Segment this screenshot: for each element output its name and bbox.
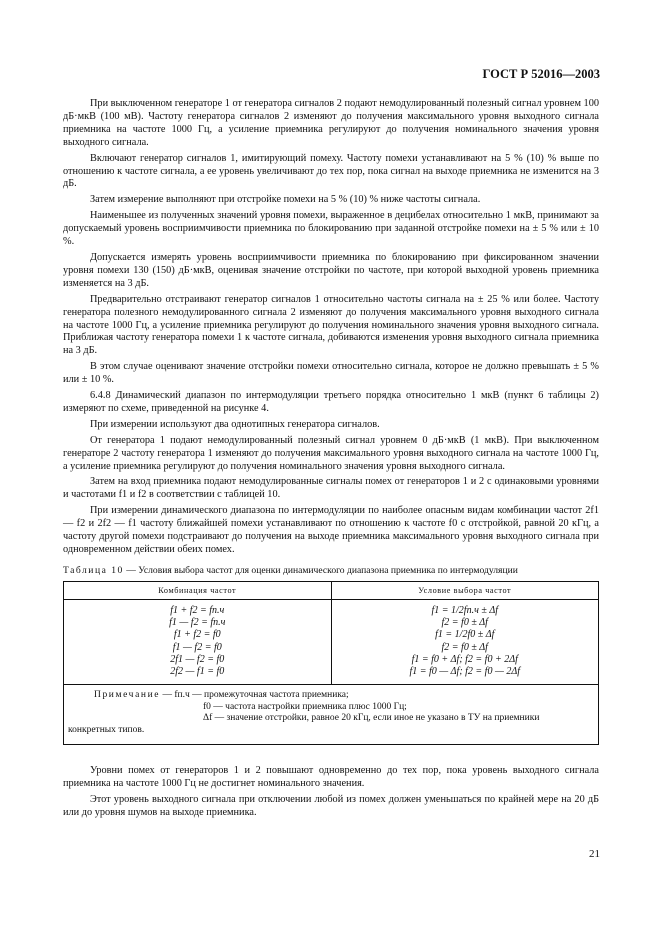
condition-item: f1 = 1/2f0 ± Δf [435,629,495,641]
combination-item: f1 — f2 = f0 [172,641,222,653]
table-note [64,685,599,745]
paragraph: Затем измерение выполняют при отстройке помехи на 5 % (10) % ниже частоты сигнала. [90,194,481,206]
combinations-cell [64,599,332,684]
section-paragraph: 6.4.8 Динамический диапазон по интермодуляции третьего порядка относительно 1 мкВ (пункт 6 таблицы 2) измеряют по схеме, приведенной на рисунке 4. [63,390,599,414]
page-content [63,98,599,823]
condition-item: f2 = f0 ± Δf [441,641,488,653]
paragraph: Допускается измерять уровень восприимчивости приемника по блокированию при фиксированном значении уровня помехи 130 (150) дБ·мкВ, оценивая значение отстройки по частоте, при которой выходной уровень приемника изменяется на 3 дБ. [63,251,599,289]
note-text: — fп.ч — промежуточная частота приемника; [160,690,349,701]
paragraph: При измерении динамического диапазона по интермодуляции по наиболее опасным видам комбинации частот 2f1 — f2 и 2f2 — f1 частоту ближайшей помехи устанавливают по отношению к частоте f0 с отстройкой, равной 20 кГц, а частоту другой помехи подстраивают до получения на выходе приемника максимального уровня выходного сигнала при одновременном действии обеих помех. [63,505,599,555]
paragraph: Затем на вход приемника подают немодулированные сигналы помех от генераторов 1 и 2 с одинаковыми уровнями и частотами f1 и f2 в соответствии с таблицей 10. [63,476,599,501]
note-line: Δf — значение отстройки, равное 20 кГц, если иное не указано в ТУ на приемники [203,713,540,724]
combination-item: 2f1 — f2 = f0 [170,653,225,665]
table-header-row [64,581,599,599]
table-body-row [64,599,599,684]
note-line [68,690,594,702]
table-note-row [64,685,599,745]
combination-item: f1 — f2 = fп.ч [169,617,226,629]
paragraph: Уровни помех от генераторов 1 и 2 повышают одновременно до тех пор, пока уровень выходного сигнала приемника на частоте 1000 Гц не достигнет номинального значения. [63,765,599,790]
condition-item: f1 = f0 + Δf; f2 = f0 + 2Δf [411,653,518,665]
paragraph: В этом случае оценивают значение отстройки помехи относительно сигнала, которое не должно превышать ± 5 % или ± 10 %. [63,361,599,386]
note-line: конкретных типов. [68,724,145,735]
conditions-cell [331,599,599,684]
standard-header: ГОСТ Р 52016—2003 [482,67,600,81]
frequency-conditions-table [63,581,599,745]
table-caption-label: Таблица 10 [63,564,124,576]
paragraph: При измерении используют два однотипных генератора сигналов. [90,418,380,430]
combination-item: f1 + f2 = fп.ч [170,604,225,616]
column-header-condition: Условие выбора частот [331,581,599,599]
note-line: f0 — частота настройки приемника плюс 1000 Гц; [203,701,407,712]
paragraph: Этот уровень выходного сигнала при отключении любой из помех должен уменьшаться по крайней мере на 20 дБ или до уровня шумов на выходе приемника. [63,793,599,818]
table-caption-text: — Условия выбора частот для оценки динамического диапазона приемника по интермодуляции [123,564,518,576]
page-number: 21 [589,848,600,860]
table-caption [63,565,599,577]
column-header-combination: Комбинация частот [64,581,332,599]
combination-item: f1 + f2 = f0 [173,629,221,641]
post-table-section [63,765,599,820]
paragraph: При выключенном генераторе 1 от генератора сигналов 2 подают немодулированный полезный сигнал уровнем 100 дБ·мкВ (100 мВ). Частоту генератора сигналов 2 изменяют до получения максимального уровня выходного сигнала приемника на частоте 1000 Гц, а усиление приемника регулируют до получения номинального значения уровня выходного сигнала. [63,98,599,148]
paragraph: Наименьшее из полученных значений уровня помехи, выраженное в децибелах относительно 1 мкВ, принимают за допускаемый уровень восприимчивости приемника по блокированию при заданной отстройке помехи на ± 5 % или ± 10 %. [63,210,599,248]
condition-item: f2 = f0 ± Δf [441,617,488,629]
paragraph: От генератора 1 подают немодулированный полезный сигнал уровнем 0 дБ·мкВ (1 мкВ). При выключенном генераторе 2 частоту генератора 1 изменяют до получения максимального уровня выходного сигнала на частоте 1000 Гц, а усиление приемника регулируют до получения номинального значения уровня выходного сигнала. [63,434,599,472]
note-label: Примечание [94,690,161,701]
paragraph: Включают генератор сигналов 1, имитирующий помеху. Частоту помехи устанавливают на 5 % (10) % выше по отношению к частоте сигнала, а ее уровень увеличивают до тех пор, пока сигнал на выходе приемника не изменится на 3 дБ. [63,152,599,190]
paragraph: Предварительно отстраивают генератор сигналов 1 относительно частоты сигнала на ± 25 % или более. Частоту генератора полезного немодулированного сигнала 2 изменяют до получения максимального уровня выходного сигнала на частоте 1000 Гц, а усиление приемника регулируют до получения номинального значения уровня выходного сигнала. Приближая частоту генератора помехи 1 к частоте сигнала, добиваются изменения уровня выходного сигнала приемника на 3 дБ. [63,293,599,357]
condition-item: f1 = f0 — Δf; f2 = f0 — 2Δf [409,665,521,677]
combination-item: 2f2 — f1 = f0 [170,665,225,677]
condition-item: f1 = 1/2fп.ч ± Δf [431,604,498,616]
